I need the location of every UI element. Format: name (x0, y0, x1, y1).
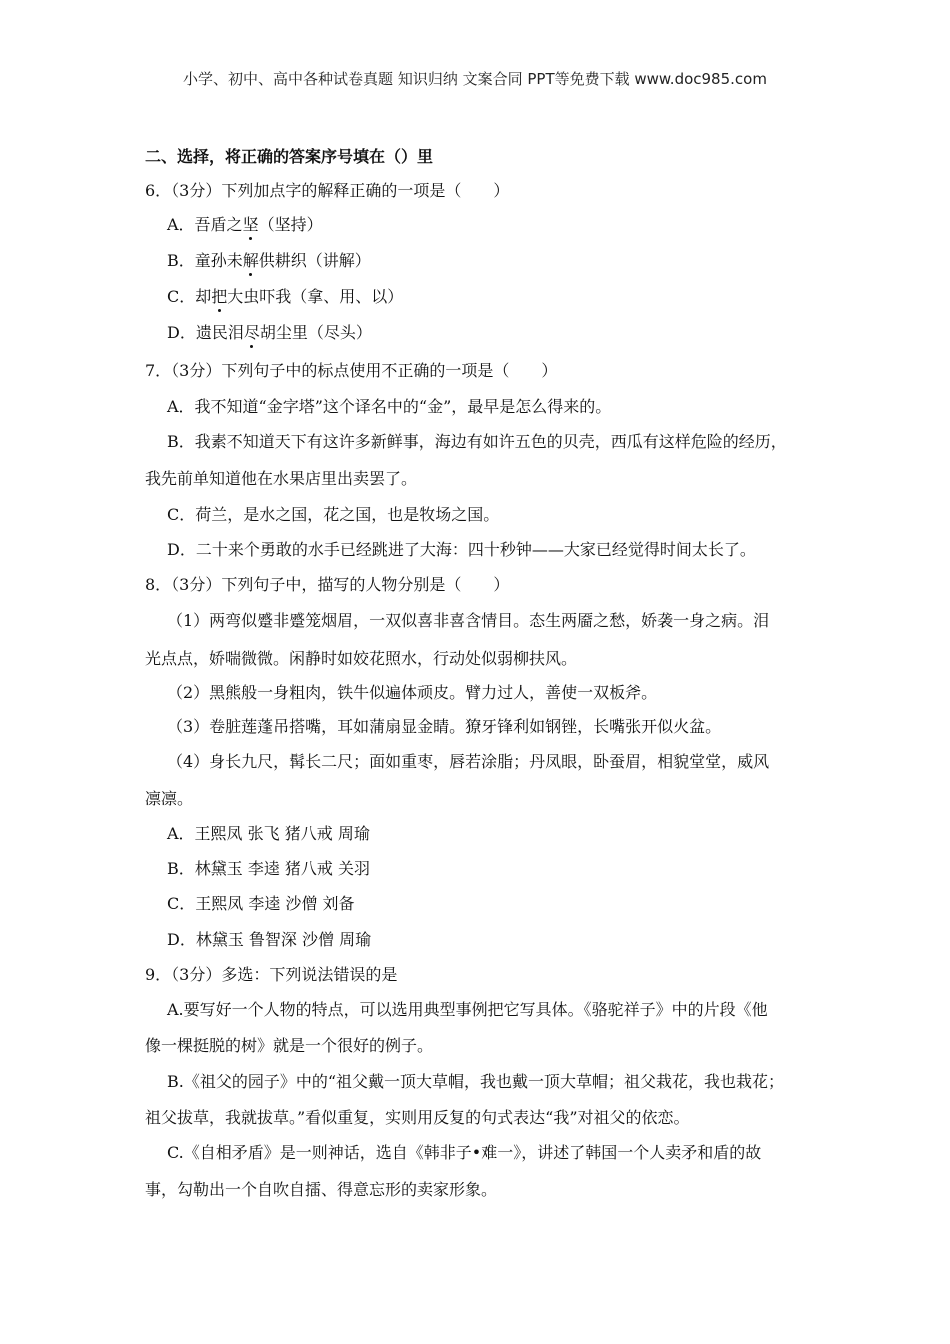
question-8-option-c: C．王熙凤 李逵 沙僧 刘备 (167, 894, 355, 913)
question-8-sentence-1: （1）两弯似蹙非蹙笼烟眉，一双似喜非喜含情目。态生两靥之愁，娇袭一身之病。泪 (167, 611, 770, 630)
question-9-option-c-cont: 事，勾勒出一个自吹自擂、得意忘形的卖家形象。 (145, 1180, 498, 1199)
section-title: 二、选择，将正确的答案序号填在（）里 (145, 147, 434, 166)
question-8-sentence-1-cont: 光点点，娇喘微微。闲静时如姣花照水，行动处似弱柳扶风。 (145, 649, 578, 668)
dotted-char: 尽 (243, 323, 260, 342)
question-7-option-b: B．我素不知道天下有这许多新鲜事，海边有如许五色的贝壳，西瓜有这样危险的经历， (167, 432, 787, 451)
question-7-option-b-cont: 我先前单知道他在水果店里出卖罢了。 (145, 469, 418, 488)
question-7-option-d: D．二十来个勇敢的水手已经跳进了大海：四十秒钟——大家已经觉得时间太长了。 (167, 540, 756, 559)
question-9-option-b-cont: 祖父拔草，我就拔草。”看似重复，实则用反复的句式表达“我”对祖父的依恋。 (145, 1108, 690, 1127)
question-9-option-c: C.《自相矛盾》是一则神话，选自《韩非子•难一》，讲述了韩国一个人卖矛和盾的故 (167, 1143, 762, 1162)
question-7-option-c: C．荷兰，是水之国，花之国，也是牧场之国。 (167, 505, 500, 524)
dotted-char: 解 (242, 251, 259, 270)
question-6-option-c: C．却把大虫吓我（拿、用、以） (167, 287, 404, 306)
question-6-stem: 6．（3分）下列加点字的解释正确的一项是（ ） (145, 181, 510, 200)
question-8-sentence-3: （3）卷脏莲蓬吊搭嘴，耳如蒲扇显金睛。獠牙锋利如钢锉，长嘴张开似火盆。 (167, 717, 722, 736)
question-8-option-d: D．林黛玉 鲁智深 沙僧 周瑜 (167, 930, 372, 949)
question-8-option-a: A．王熙凤 张飞 猪八戒 周瑜 (167, 824, 370, 843)
question-6-option-d: D．遗民泪尽胡尘里（尽头） (167, 323, 372, 342)
question-7-stem: 7．（3分）下列句子中的标点使用不正确的一项是（ ） (145, 361, 558, 380)
question-8-sentence-4: （4）身长九尺，髯长二尺；面如重枣，唇若涂脂；丹凤眼，卧蚕眉，相貌堂堂，威风 (167, 752, 770, 771)
question-7-option-a: A．我不知道“金字塔”这个译名中的“金”，最早是怎么得来的。 (167, 397, 612, 416)
question-6-option-b: B．童孙未解供耕织（讲解） (167, 251, 371, 270)
page-header: 小学、初中、高中各种试卷真题 知识归纳 文案合同 PPT等免费下载 www.doc985.com (183, 70, 767, 88)
dotted-char: 把 (211, 287, 228, 306)
question-9-stem: 9．（3分）多选：下列说法错误的是 (145, 965, 398, 984)
question-6-option-a: A．吾盾之坚（坚持） (167, 215, 323, 234)
question-8-sentence-2: （2）黑熊般一身粗肉，铁牛似遍体顽皮。臂力过人，善使一双板斧。 (167, 683, 658, 702)
question-9-option-a: A.要写好一个人物的特点，可以选用典型事例把它写具体。《骆驼祥子》中的片段《他 (167, 1000, 768, 1019)
dotted-char: 坚 (242, 215, 259, 234)
question-9-option-b: B.《祖父的园子》中的“祖父戴一顶大草帽，我也戴一顶大草帽；祖父栽花，我也栽花； (167, 1072, 785, 1091)
question-8-stem: 8．（3分）下列句子中，描写的人物分别是（ ） (145, 575, 510, 594)
question-8-option-b: B．林黛玉 李逵 猪八戒 关羽 (167, 859, 371, 878)
question-9-option-a-cont: 像一棵挺脱的树》就是一个很好的例子。 (145, 1036, 434, 1055)
question-8-sentence-4-cont: 凛凛。 (145, 789, 194, 808)
